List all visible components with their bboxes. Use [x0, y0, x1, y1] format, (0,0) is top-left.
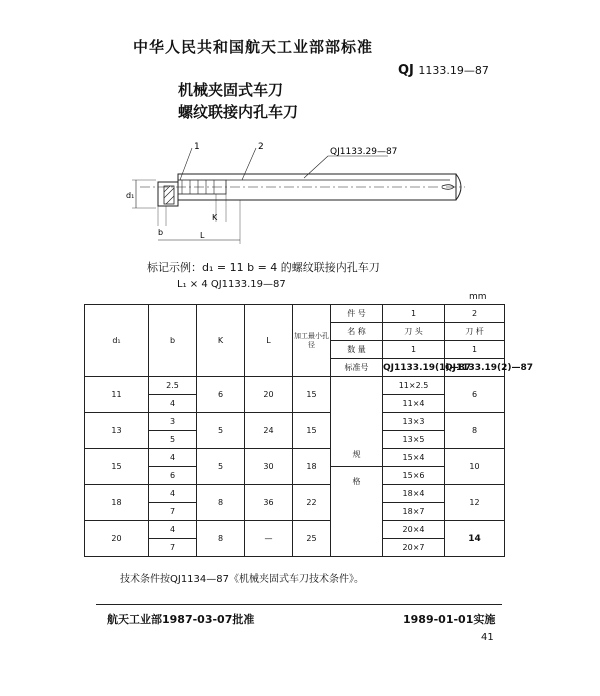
marking-example-text: 标记示例：d₁ = 11 b = 4 的螺纹联接内孔车刀	[147, 261, 380, 274]
cell-b: 6	[149, 467, 197, 485]
part-ref-leader	[304, 156, 328, 178]
part-ref: QJ1133.29—87	[330, 147, 398, 157]
technical-conditions-note: 技术条件按QJ1134—87《机械夹固式车刀技术条件》。	[120, 574, 364, 585]
table-row	[85, 305, 505, 323]
table-row	[85, 377, 505, 395]
cell-b: 5	[149, 431, 197, 449]
header-qty: 数 量	[331, 341, 383, 359]
standard-code	[398, 63, 489, 78]
cell-l: —	[245, 521, 293, 557]
cell-shank-spec: 14	[445, 521, 505, 557]
cell-head-spec: 15×6	[383, 467, 445, 485]
cell-k: 8	[197, 521, 245, 557]
cell-l: 24	[245, 413, 293, 449]
cell-head-spec: 13×3	[383, 413, 445, 431]
cell-d1: 18	[85, 485, 149, 521]
cell-head-spec: 13×5	[383, 431, 445, 449]
cell-head-spec: 18×4	[383, 485, 445, 503]
spec-label-bottom: 格	[331, 467, 383, 557]
cell-hole: 15	[293, 413, 331, 449]
header-d1: d₁	[85, 305, 149, 377]
header-name: 名 称	[331, 323, 383, 341]
cell-head-spec: 20×7	[383, 539, 445, 557]
effective-date: 1989-01-01实施	[403, 613, 496, 626]
standard-prefix: QJ	[398, 63, 414, 78]
page-number: 41	[481, 632, 494, 643]
table-row	[85, 449, 505, 467]
cell-l: 36	[245, 485, 293, 521]
table-row	[85, 521, 505, 539]
cell-l: 20	[245, 377, 293, 413]
header-item-no: 件 号	[331, 305, 383, 323]
cell-hole: 18	[293, 449, 331, 485]
part-2-item: 2	[445, 305, 505, 323]
document-title: 机械夹固式车刀	[178, 81, 284, 99]
part-1-item: 1	[383, 305, 445, 323]
cell-k: 8	[197, 485, 245, 521]
cell-d1: 20	[85, 521, 149, 557]
spec-table	[84, 304, 534, 557]
marking-example-code: L₁ × 4 QJ1133.19—87	[177, 279, 286, 290]
dim-k: K	[212, 213, 218, 222]
cell-k: 6	[197, 377, 245, 413]
cell-b: 3	[149, 413, 197, 431]
cell-shank-spec: 8	[445, 413, 505, 449]
cell-shank-spec: 6	[445, 377, 505, 413]
table-row	[85, 485, 505, 503]
cell-d1: 15	[85, 449, 149, 485]
cell-head-spec: 18×7	[383, 503, 445, 521]
callout-2-leader	[242, 148, 256, 180]
dim-d1: d₁	[126, 191, 135, 200]
part-2-qty: 1	[445, 341, 505, 359]
cell-d1: 11	[85, 377, 149, 413]
callout-1-leader	[180, 148, 192, 180]
cell-b: 4	[149, 449, 197, 467]
unit-label: mm	[469, 292, 487, 302]
header-k: K	[197, 305, 245, 377]
part-2-name: 刀 杆	[445, 323, 505, 341]
document-subtitle: 螺纹联接内孔车刀	[178, 103, 299, 121]
cell-b: 7	[149, 539, 197, 557]
dim-b: b	[158, 228, 164, 237]
part-1-name: 刀 头	[383, 323, 445, 341]
cell-l: 30	[245, 449, 293, 485]
header-min-hole: 加工最小孔径	[293, 305, 331, 377]
cell-b: 7	[149, 503, 197, 521]
cell-head-spec: 11×4	[383, 395, 445, 413]
dim-l: L	[200, 231, 205, 240]
cell-shank-spec: 12	[445, 485, 505, 521]
header-l: L	[245, 305, 293, 377]
cell-b: 2.5	[149, 377, 197, 395]
header-b: b	[149, 305, 197, 377]
cell-shank-spec: 10	[445, 449, 505, 485]
callout-1: 1	[194, 142, 200, 152]
cell-head-spec: 11×2.5	[383, 377, 445, 395]
issuing-authority: 中华人民共和国航天工业部部标准	[133, 38, 374, 56]
cell-b: 4	[149, 521, 197, 539]
tool-drawing	[120, 140, 490, 260]
cell-d1: 13	[85, 413, 149, 449]
cell-k: 5	[197, 413, 245, 449]
cell-k: 5	[197, 449, 245, 485]
part-2-std: QJ1133.19(2)—87	[445, 359, 505, 377]
cell-hole: 22	[293, 485, 331, 521]
callout-2: 2	[258, 142, 264, 152]
table-row	[85, 413, 505, 431]
cell-head-spec: 20×4	[383, 521, 445, 539]
cell-b: 4	[149, 485, 197, 503]
cell-hole: 25	[293, 521, 331, 557]
approval-date: 航天工业部1987-03-07批准	[107, 613, 255, 626]
cell-head-spec: 15×4	[383, 449, 445, 467]
standard-number: 1133.19—87	[418, 64, 489, 77]
cell-hole: 15	[293, 377, 331, 413]
header-std-no: 标准号	[331, 359, 383, 377]
part-1-std: QJ1133.19(1)—87	[383, 359, 445, 377]
footer-divider	[96, 604, 502, 605]
cell-b: 4	[149, 395, 197, 413]
part-1-qty: 1	[383, 341, 445, 359]
spec-label-top: 规	[331, 377, 383, 467]
